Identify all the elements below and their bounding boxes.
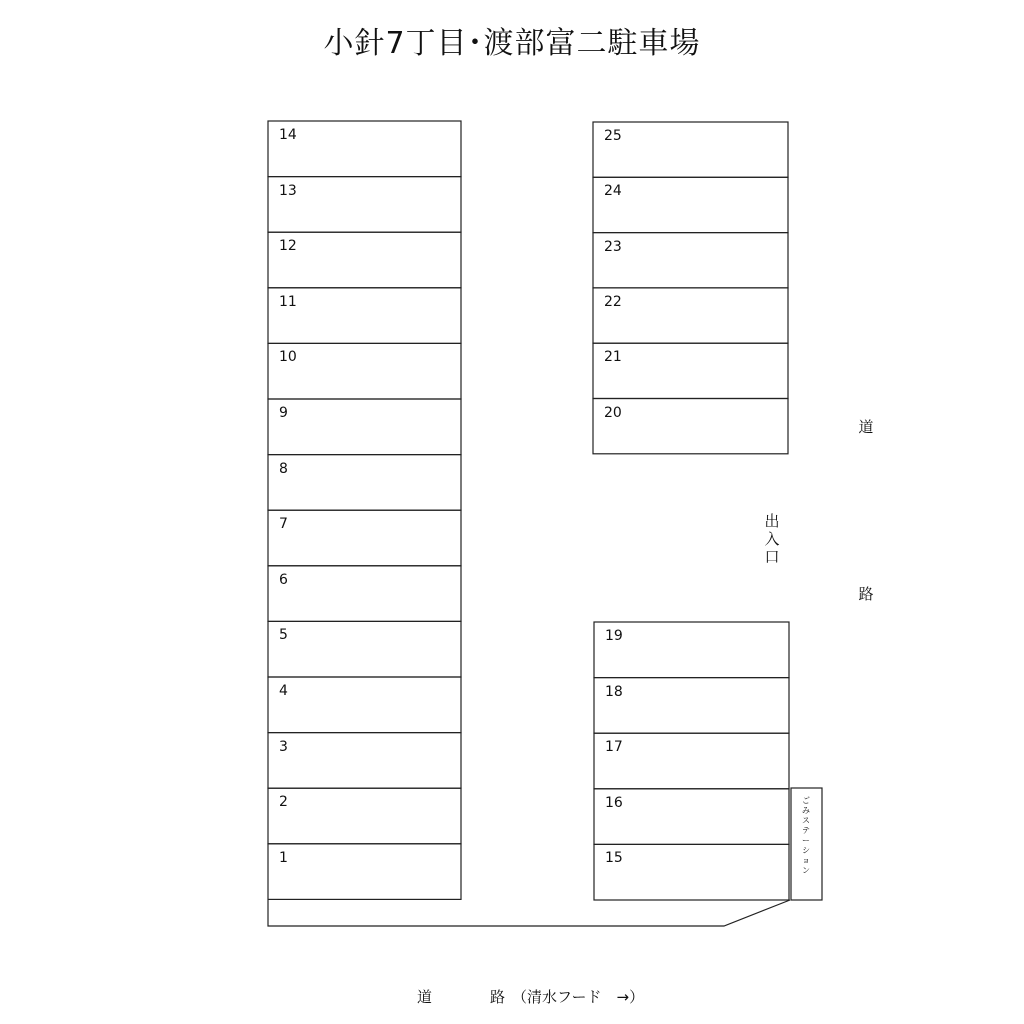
road-right-bottom: 路	[858, 585, 874, 603]
parking-space-number: 13	[279, 182, 297, 199]
parking-space-25	[593, 122, 788, 177]
parking-space-7	[268, 510, 461, 566]
parking-space-19	[594, 622, 789, 678]
parking-space-number: 20	[604, 404, 622, 421]
parking-space-number: 25	[604, 128, 622, 144]
parking-space-9	[268, 399, 461, 455]
parking-space-23	[593, 233, 788, 288]
road-bottom-char1: 道	[417, 988, 433, 1006]
parking-space-12	[268, 232, 461, 288]
garbage-station-label: ご み ス テ ー シ ョ ン	[802, 796, 810, 875]
parking-space-number: 5	[279, 627, 288, 644]
parking-space-2	[268, 788, 461, 844]
parking-space-number: 17	[605, 739, 623, 756]
parking-space-number: 15	[605, 850, 623, 867]
parking-space-number: 23	[604, 238, 622, 255]
parking-space-17	[594, 733, 789, 789]
parking-space-number: 9	[279, 405, 288, 421]
parking-space-number: 10	[279, 349, 297, 366]
road-right-top: 道	[858, 418, 874, 436]
parking-space-number: 4	[279, 683, 288, 699]
parking-space-8	[268, 455, 461, 511]
parking-space-4	[268, 677, 461, 733]
parking-space-21	[593, 343, 788, 398]
parking-space-number: 22	[604, 293, 622, 310]
parking-space-number: 3	[279, 738, 288, 755]
parking-space-number: 12	[279, 238, 297, 255]
parking-space-number: 19	[605, 628, 623, 644]
parking-space-24	[593, 177, 788, 232]
parking-space-13	[268, 177, 461, 233]
page-title: 小針7丁目･渡部富二駐車場	[323, 26, 701, 61]
parking-space-16	[594, 789, 789, 845]
parking-space-number: 14	[279, 127, 297, 143]
parking-space-6	[268, 566, 461, 622]
parking-space-number: 7	[279, 516, 288, 533]
parking-space-number: 21	[604, 349, 622, 366]
parking-space-10	[268, 343, 461, 399]
parking-space-number: 11	[279, 293, 297, 310]
parking-space-number: 6	[279, 571, 288, 588]
parking-space-18	[594, 678, 789, 734]
parking-space-number: 2	[279, 794, 288, 811]
parking-space-number: 18	[605, 683, 623, 700]
parking-space-1	[268, 844, 461, 900]
parking-space-number: 24	[604, 183, 622, 200]
bottom-driveway-outline	[268, 900, 790, 926]
parking-space-15	[594, 844, 789, 900]
road-bottom-note: （清水フード →）	[512, 988, 645, 1006]
parking-space-3	[268, 733, 461, 789]
road-bottom-char2: 路	[490, 988, 506, 1006]
parking-space-number: 8	[279, 460, 288, 477]
parking-space-20	[593, 399, 788, 454]
entrance-label: 出 入 口	[764, 512, 780, 566]
parking-space-number: 16	[605, 794, 623, 811]
parking-space-number: 1	[279, 849, 288, 866]
parking-space-5	[268, 621, 461, 677]
parking-space-22	[593, 288, 788, 343]
parking-space-11	[268, 288, 461, 344]
